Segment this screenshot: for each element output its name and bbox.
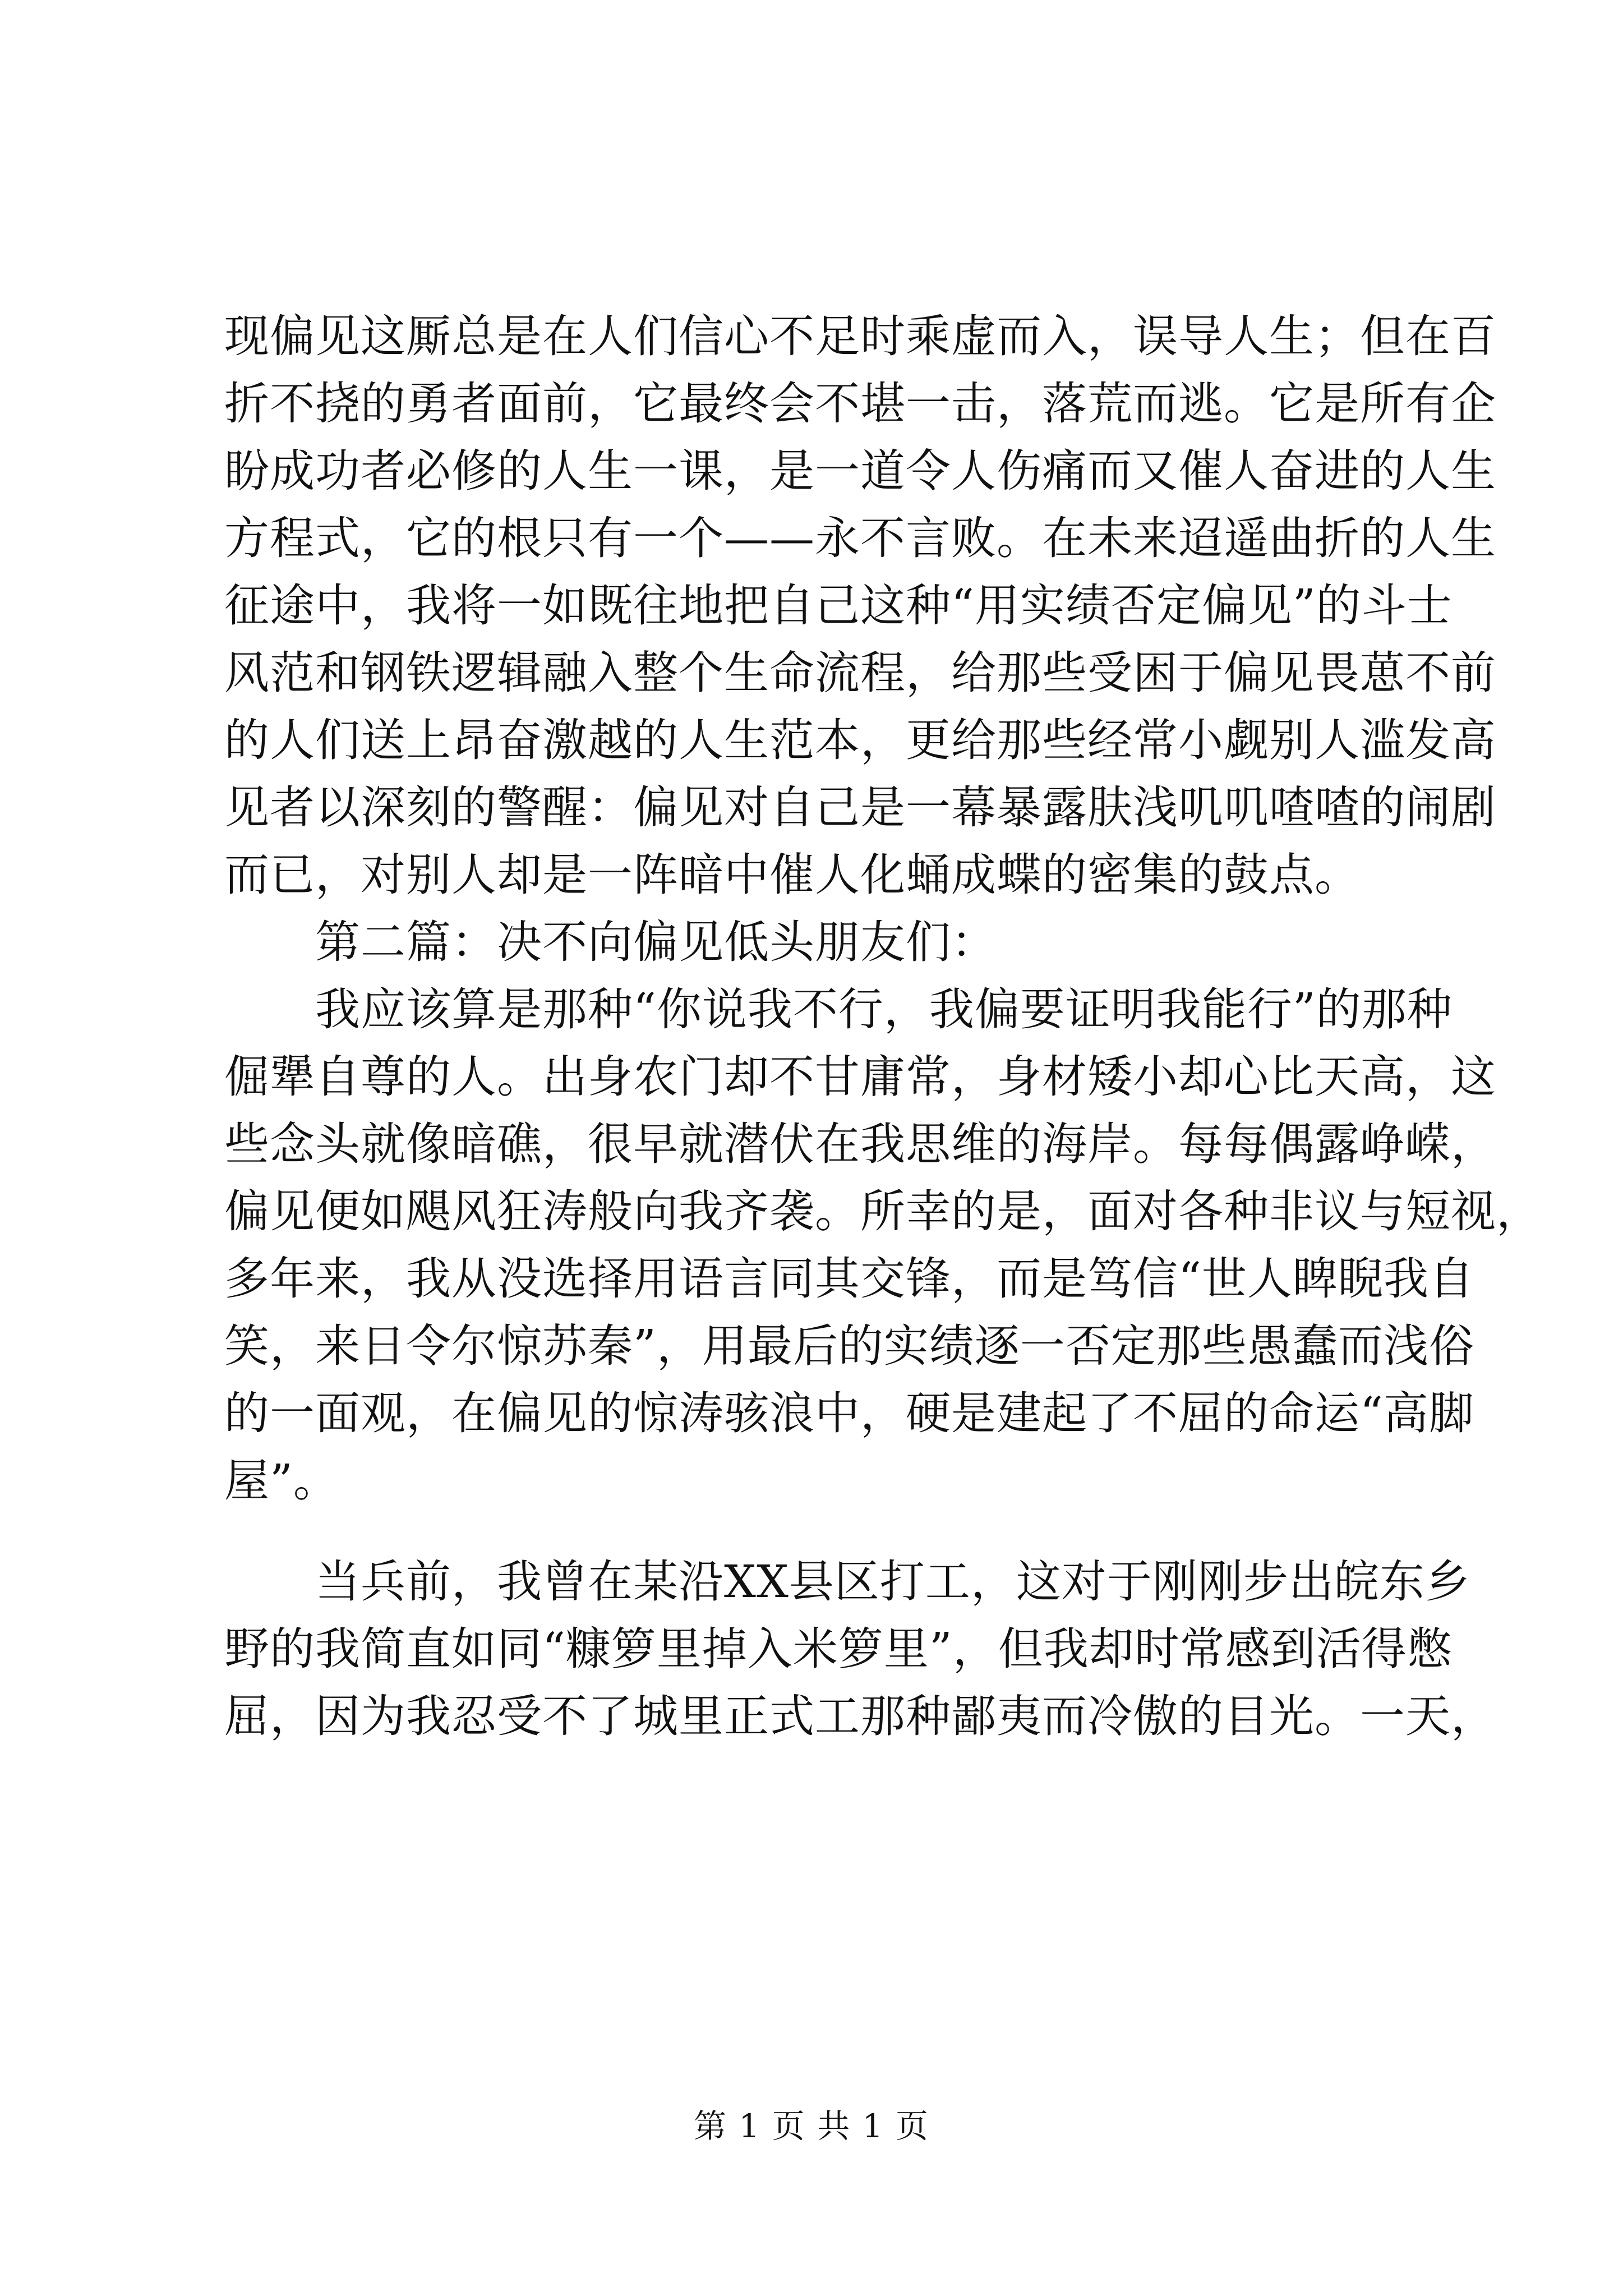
text-line: 折不挠的勇者面前，它最终会不堪一击，落荒而逃。它是所有企 <box>224 378 1496 430</box>
text-line: 的人们送上昂奋激越的人生范本，更给那些经常小觑别人滥发高 <box>224 714 1496 766</box>
text-line: 倔犟自尊的人。出身农门却不甘庸常，身材矮小却心比天高，这 <box>224 1051 1496 1103</box>
text-line: 风范和钢铁逻辑融入整个生命流程，给那些受困于偏见畏葸不前 <box>224 647 1496 699</box>
text-line: 见者以深刻的警醒：偏见对自己是一幕暴露肤浅叽叽喳喳的闹剧 <box>224 781 1496 834</box>
text-line: 方程式，它的根只有一个——永不言败。在未来迢遥曲折的人生 <box>224 512 1496 564</box>
text-line: 当兵前，我曾在某沿XX县区打工，这对于刚刚步出皖东乡 <box>224 1556 1470 1608</box>
text-line: 偏见便如飓风狂涛般向我齐袭。所幸的是，面对各种非议与短视， <box>224 1185 1542 1237</box>
paragraph-gap <box>224 1515 1424 1548</box>
text-line: 屋”。 <box>224 1455 339 1507</box>
text-line: 多年来，我从没选择用语言同其交锋，而是笃信“世人睥睨我自 <box>224 1253 1474 1305</box>
page-footer: 第 1 页 共 1 页 <box>694 2107 929 2145</box>
text-line: 屈，因为我忍受不了城里正式工那种鄙夷而冷傲的目光。一天， <box>224 1690 1496 1742</box>
text-line: 盼成功者必修的人生一课，是一道令人伤痛而又催人奋进的人生 <box>224 445 1496 497</box>
section-heading: 第二篇：决不向偏见低头朋友们： <box>224 916 997 968</box>
text-line: 现偏见这厮总是在人们信心不足时乘虚而入，误导人生；但在百 <box>224 310 1496 362</box>
text-line: 而已，对别人却是一阵暗中催人化蛹成蝶的密集的鼓点。 <box>224 849 1360 901</box>
text-line: 的一面观，在偏见的惊涛骇浪中，硬是建起了不屈的命运“高脚 <box>224 1387 1474 1439</box>
text-line: 笑，来日令尔惊苏秦”，用最后的实绩逐一否定那些愚蠢而浅俗 <box>224 1320 1474 1372</box>
text-line: 野的我简直如同“糠箩里掉入米箩里”，但我却时常感到活得憋 <box>224 1623 1453 1675</box>
text-line: 征途中，我将一如既往地把自己这种“用实绩否定偏见”的斗士 <box>224 579 1453 632</box>
text-line: 些念头就像暗礁，很早就潜伏在我思维的海岸。每每偶露峥嵘， <box>224 1118 1496 1170</box>
body-text <box>224 303 1542 1750</box>
text-line: 我应该算是那种“你说我不行，我偏要证明我能行”的那种 <box>224 983 1453 1036</box>
